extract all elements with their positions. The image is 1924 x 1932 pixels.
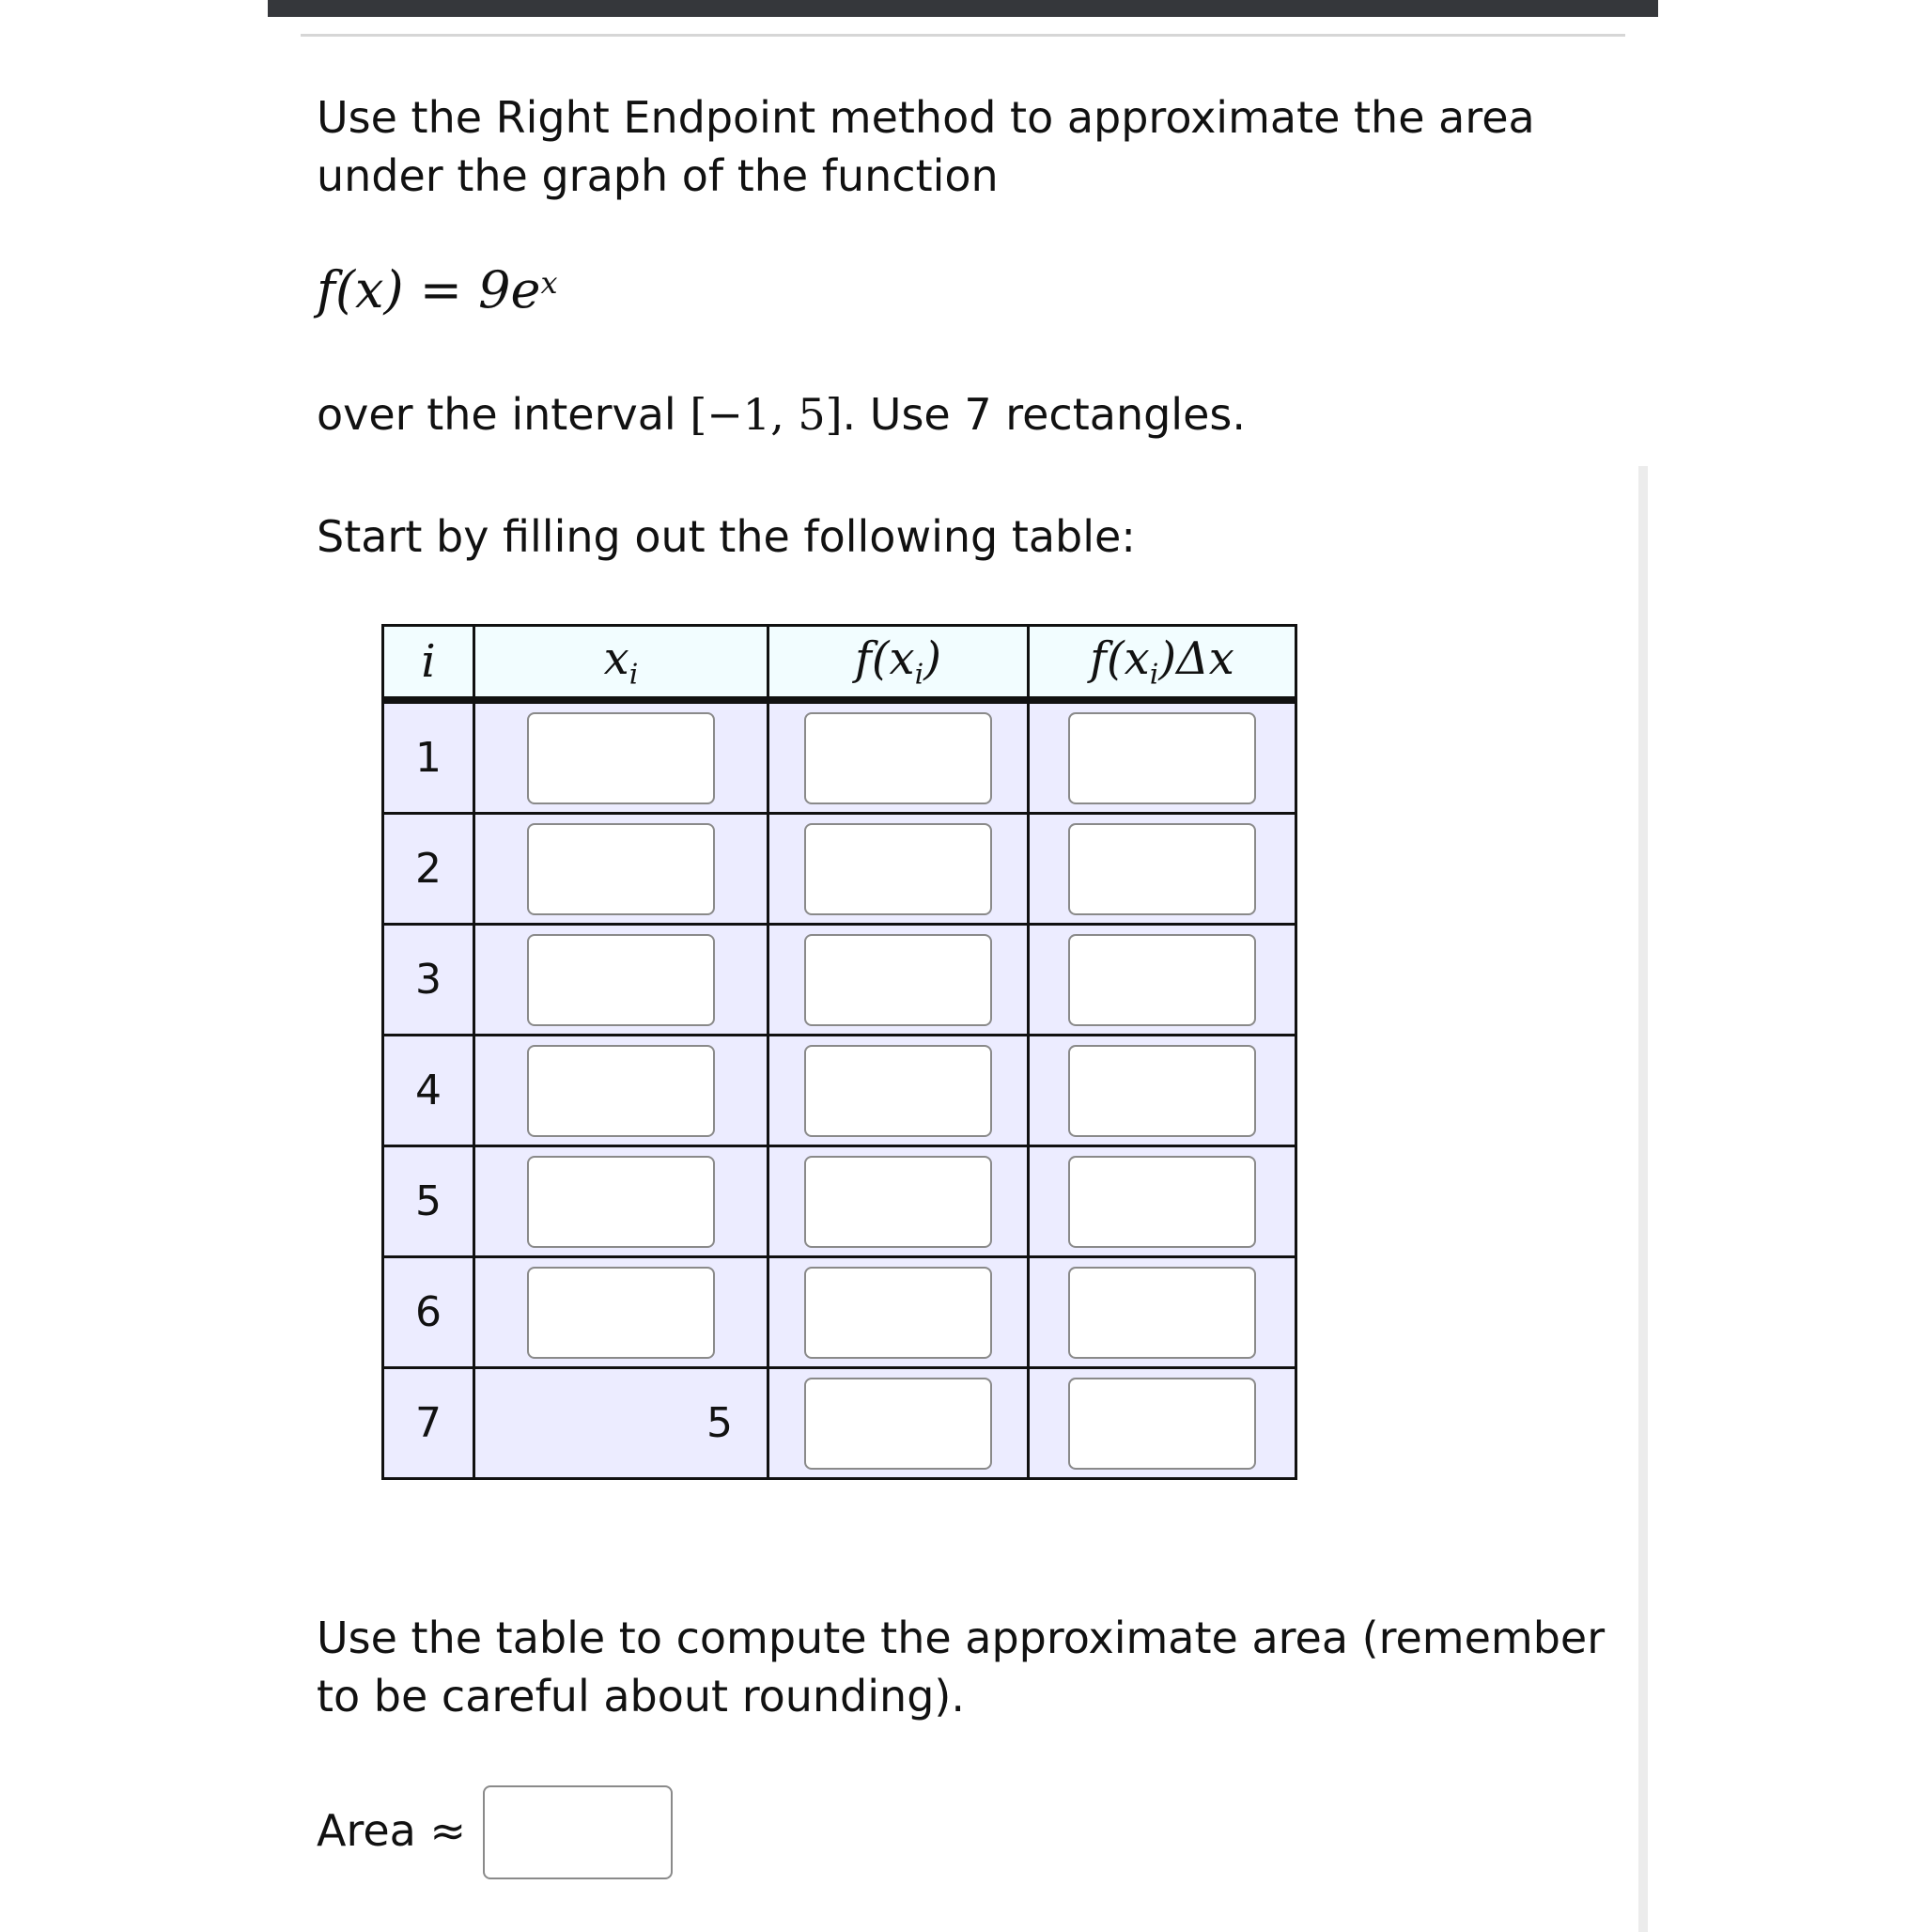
- table-row: [383, 1257, 1296, 1368]
- fxi-dx-input[interactable]: [1068, 1156, 1256, 1248]
- formula-lhs: f(x): [317, 260, 404, 319]
- fxi-cell: [768, 1146, 1029, 1257]
- fxi-dx-cell: [1029, 1146, 1296, 1257]
- fxi-dx-cell: [1029, 700, 1296, 814]
- table-header-row: [383, 626, 1296, 701]
- table-row: [383, 1368, 1296, 1479]
- row-index: 4: [383, 1036, 474, 1146]
- xi-cell: [474, 700, 768, 814]
- xi-input[interactable]: [527, 823, 715, 915]
- table-row: [383, 925, 1296, 1036]
- xi-input[interactable]: [527, 712, 715, 804]
- xi-cell: [474, 925, 768, 1036]
- fxi-input[interactable]: [804, 823, 992, 915]
- header-fxi-dx: [1029, 626, 1296, 701]
- xi-input[interactable]: [527, 934, 715, 1026]
- xi-input[interactable]: [527, 1156, 715, 1248]
- fxi-dx-cell: [1029, 1036, 1296, 1146]
- fxi-cell: [768, 1036, 1029, 1146]
- header-i: i: [383, 626, 474, 701]
- area-input[interactable]: [483, 1785, 673, 1879]
- fxi-cell: [768, 1368, 1029, 1479]
- problem-intro: Use the Right Endpoint method to approximate the area under the graph of the function: [317, 92, 1535, 201]
- header-fxidx-sub: i: [1149, 658, 1159, 692]
- fxi-dx-cell: [1029, 1368, 1296, 1479]
- header-fxidx-suffix: )Δx: [1158, 631, 1234, 685]
- fxi-dx-input[interactable]: [1068, 1267, 1256, 1359]
- header-fxi-sub: i: [914, 658, 924, 692]
- row-index: 1: [383, 700, 474, 814]
- row-index: 6: [383, 1257, 474, 1368]
- fxi-cell: [768, 814, 1029, 925]
- riemann-table: [381, 624, 1297, 1480]
- header-fxidx-prefix: f(x: [1090, 631, 1150, 685]
- fxi-input[interactable]: [804, 1267, 992, 1359]
- xi-input[interactable]: [527, 1045, 715, 1137]
- row-index: 5: [383, 1146, 474, 1257]
- formula-base: 9e: [478, 260, 541, 319]
- header-fxi-prefix: f(x: [855, 631, 915, 685]
- fxi-cell: [768, 1257, 1029, 1368]
- fxi-dx-cell: [1029, 1257, 1296, 1368]
- table-row: [383, 814, 1296, 925]
- xi-cell: [474, 1257, 768, 1368]
- formula-exponent: x: [540, 265, 558, 301]
- fxi-dx-cell: [1029, 925, 1296, 1036]
- compute-instruction: Use the table to compute the approximate area (remember to be careful about rounding).: [317, 1613, 1606, 1722]
- area-label: Area ≈: [317, 1805, 467, 1856]
- fxi-cell: [768, 925, 1029, 1036]
- fxi-input[interactable]: [804, 1378, 992, 1470]
- fxi-input[interactable]: [804, 1156, 992, 1248]
- xi-given-value: 5: [474, 1368, 768, 1479]
- header-xi: [474, 626, 768, 701]
- header-xi-main: x: [603, 631, 629, 685]
- table-row: [383, 1036, 1296, 1146]
- function-formula: [317, 261, 558, 319]
- xi-cell: [474, 1146, 768, 1257]
- table-instruction: Start by filling out the following table:: [317, 511, 1136, 562]
- fxi-dx-input[interactable]: [1068, 823, 1256, 915]
- interval-suffix: . Use 7 rectangles.: [842, 389, 1246, 440]
- fxi-dx-input[interactable]: [1068, 1045, 1256, 1137]
- xi-cell: [474, 1036, 768, 1146]
- header-xi-sub: i: [628, 658, 639, 692]
- interval-sentence: [317, 385, 1246, 444]
- fxi-input[interactable]: [804, 712, 992, 804]
- divider: [301, 34, 1625, 37]
- interval-value: [−1, 5]: [690, 389, 843, 440]
- fxi-input[interactable]: [804, 934, 992, 1026]
- table-row: [383, 1146, 1296, 1257]
- fxi-dx-cell: [1029, 814, 1296, 925]
- fxi-dx-input[interactable]: [1068, 934, 1256, 1026]
- interval-prefix: over the interval: [317, 389, 690, 440]
- header-fxi-suffix: ): [923, 631, 941, 685]
- fxi-input[interactable]: [804, 1045, 992, 1137]
- table-row: [383, 700, 1296, 814]
- top-bar: [268, 0, 1658, 17]
- formula-equals: =: [403, 260, 479, 319]
- row-index: 7: [383, 1368, 474, 1479]
- xi-cell: [474, 814, 768, 925]
- fxi-dx-input[interactable]: [1068, 1378, 1256, 1470]
- scroll-track[interactable]: [1638, 466, 1648, 1932]
- header-fxi: [768, 626, 1029, 701]
- fxi-cell: [768, 700, 1029, 814]
- fxi-dx-input[interactable]: [1068, 712, 1256, 804]
- row-index: 2: [383, 814, 474, 925]
- row-index: 3: [383, 925, 474, 1036]
- xi-input[interactable]: [527, 1267, 715, 1359]
